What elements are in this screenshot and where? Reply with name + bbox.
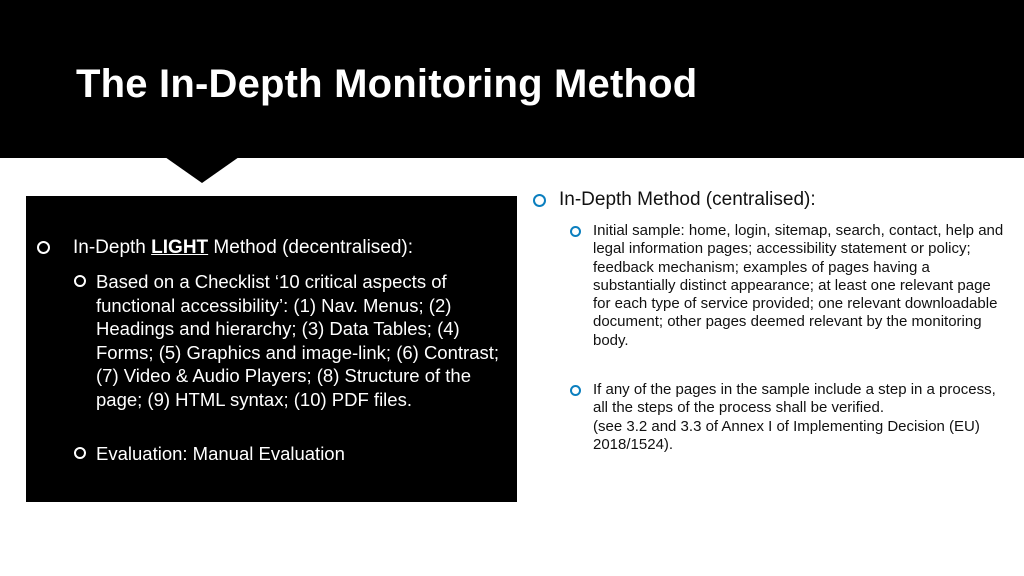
left-list-item bbox=[74, 270, 507, 411]
left-list-item bbox=[74, 442, 507, 466]
ring-bullet-icon bbox=[37, 241, 50, 254]
left-heading-item bbox=[37, 236, 413, 259]
right-list-item-text: If any of the pages in the sample include a step in a process, all the steps of the process shall be verified. bbox=[593, 381, 996, 417]
title-bar bbox=[0, 0, 1024, 158]
left-list-item-text: Based on a Checklist ‘10 critical aspects of functional accessibility’: (1) Nav. Menus; (2) Headings and hierarchy; (3) Data Tables; (4) Forms; (5) Graphics and image-link; (6) Contrast; (7) Video & Audio Players; (8) Structure of the page; (9) HTML syntax; (10) PDF files. bbox=[96, 271, 500, 410]
ring-bullet-icon bbox=[533, 194, 546, 207]
right-list-item bbox=[570, 222, 1008, 350]
left-heading-prefix: In-Depth bbox=[73, 237, 152, 258]
ring-bullet-icon bbox=[74, 275, 86, 287]
right-list-item-reference: (see 3.2 and 3.3 of Annex I of Implementing Decision (EU) 2018/1524). bbox=[593, 417, 980, 453]
right-heading-item bbox=[533, 188, 1011, 211]
right-list-item bbox=[570, 381, 1008, 454]
left-heading-suffix: Method (decentralised): bbox=[208, 237, 414, 258]
ring-bullet-icon bbox=[570, 226, 581, 237]
left-content-panel bbox=[26, 196, 517, 502]
left-list-item-text: Evaluation: Manual Evaluation bbox=[96, 443, 345, 464]
left-heading bbox=[37, 236, 413, 259]
ring-bullet-icon bbox=[570, 385, 581, 396]
right-heading: In-Depth Method (centralised): bbox=[559, 189, 816, 210]
right-content-panel bbox=[533, 188, 1011, 453]
left-heading-emphasis: LIGHT bbox=[151, 237, 209, 258]
slide-title: The In-Depth Monitoring Method bbox=[76, 62, 698, 106]
title-pointer-arrow bbox=[165, 157, 239, 183]
ring-bullet-icon bbox=[74, 447, 86, 459]
right-list-item-text: Initial sample: home, login, sitemap, search, contact, help and legal information pages; accessibility statement or policy; feedback mechanism; examples of pages having a substantially distinct appearance; at least one relevant page for each type of service provided; one relevant downloadable document; other pages deemed relevant by the monitoring body. bbox=[593, 222, 1004, 349]
